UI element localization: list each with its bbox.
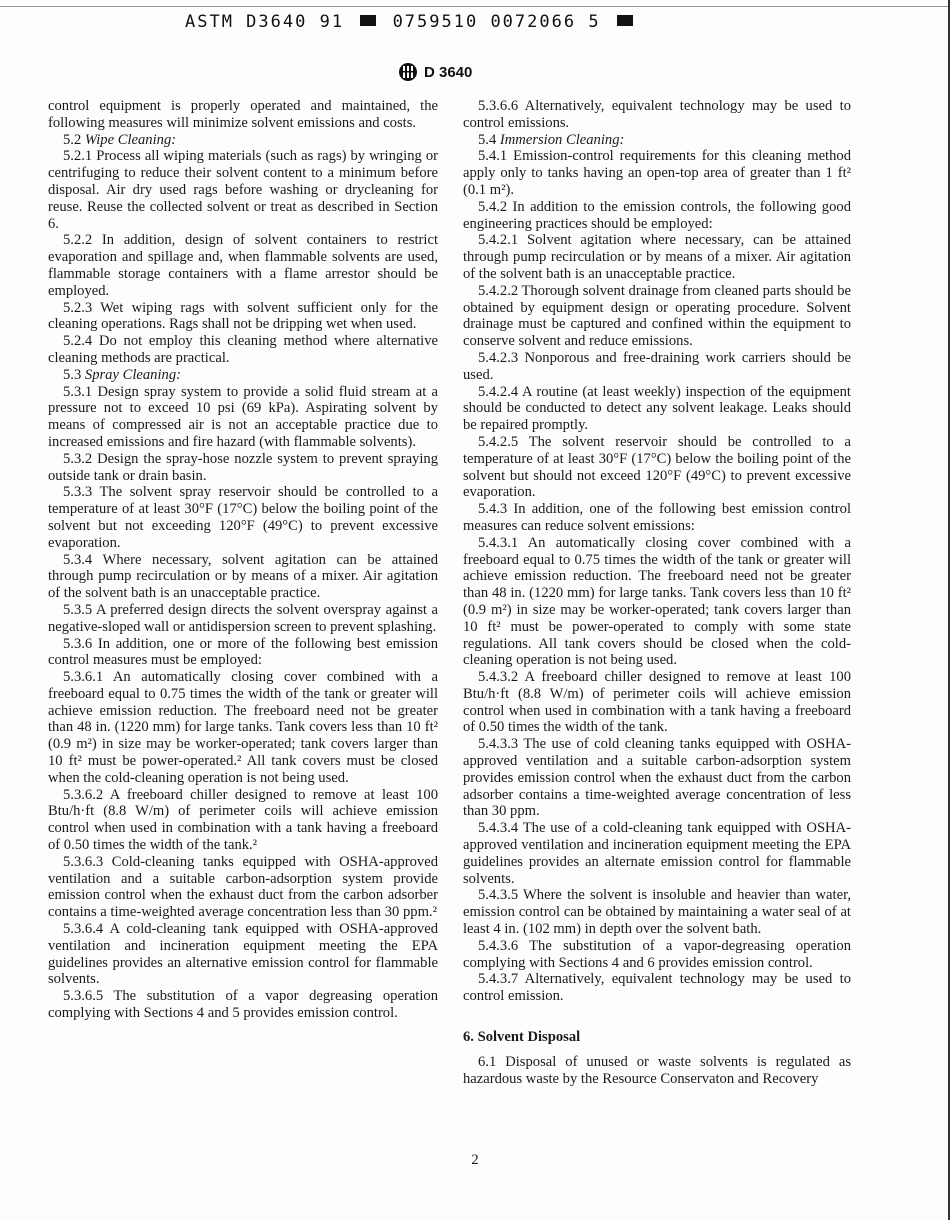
paragraph: 6.1 Disposal of unused or waste solvents is regulated as hazardous waste by the Resource Conservaton and Recovery <box>463 1053 851 1087</box>
paragraph: 5.3.6.1 An automatically closing cover combined with a freeboard equal to 0.75 times the width of the tank or greater will achieve emission reduction. The freeboard need not be greater than 48 in. (1220 mm) for large tanks. Tank covers less than 10 ft² (0.9 m²) in size may be worker-operated; tank covers larger than 10 ft² must be power-operated.² All tank covers must be closed when the cold-cleaning operation is not being used. <box>48 669 438 786</box>
section-heading: 6. Solvent Disposal <box>463 1029 581 1046</box>
header-code-part2: 0759510 0072066 5 <box>392 12 601 32</box>
paragraph: 5.3.6.4 A cold-cleaning tank equipped with OSHA-approved ventilation and incineration equipment meeting the EPA guidelines provides an alternative emission control for flammable solvents. <box>48 921 438 988</box>
paragraph: 5.3.5 A preferred design directs the solvent overspray against a negative-sloped wall or antidispersion screen to prevent splashing. <box>48 601 438 635</box>
subsection-title: Spray Cleaning: <box>84 366 181 383</box>
subsection-number: 5.2 <box>63 131 82 148</box>
left-text-column <box>48 98 438 1022</box>
paragraph: 5.3.6.5 The substitution of a vapor degreasing operation complying with Sections 4 and 5 provides emission control. <box>48 988 438 1022</box>
paragraph: 5.4.1 Emission-control requirements for this cleaning method apply only to tanks having an open-top area of greater than 1 ft² (0.1 m²). <box>463 148 851 198</box>
subsection-title: Immersion Cleaning: <box>499 131 625 148</box>
standard-designation: D 3640 <box>424 63 473 81</box>
black-block-mark <box>617 15 633 26</box>
subsection-heading <box>463 132 851 149</box>
astm-logo-icon <box>398 62 418 82</box>
paragraph: 5.3.6 In addition, one or more of the following best emission control measures must be employed: <box>48 635 438 669</box>
paragraph: 5.2.1 Process all wiping materials (such as rags) by wringing or centrifuging to reduce their solvent content to a minimum before disposal. Air dry used rags before washing or drycleaning for reuse. Reuse the collected solvent or treat as described in Section 6. <box>48 148 438 232</box>
paragraph: 5.4.3.4 The use of a cold-cleaning tank equipped with OSHA-approved ventilation and incineration equipment meeting the EPA guidelines provides an alternate emission control for flammable solvents. <box>463 820 851 887</box>
paragraph: 5.4.2.1 Solvent agitation where necessary, can be attained through pump recirculation or by means of a mixer. Air agitation of the solvent bath is an unacceptable practice. <box>463 232 851 282</box>
subsection-heading <box>48 367 438 384</box>
paragraph: 5.4.3 In addition, one of the following best emission control measures can reduce solvent emissions: <box>463 501 851 534</box>
header-code-part1: ASTM D3640 91 <box>185 12 345 32</box>
paragraph: 5.4.2 In addition to the emission controls, the following good engineering practices should be employed: <box>463 198 851 232</box>
paragraph: 5.4.2.3 Nonporous and free-draining work carriers should be used. <box>463 349 851 383</box>
paragraph: 5.4.3.5 Where the solvent is insoluble and heavier than water, emission control can be obtained by maintaining a water seal of at least 4 in. (102 mm) in depth over the solvent bath. <box>463 887 851 938</box>
subsection-title: Wipe Cleaning: <box>84 131 177 148</box>
subsection-number: 5.4 <box>478 131 497 148</box>
paragraph: 5.3.6.6 Alternatively, equivalent technology may be used to control emissions. <box>463 98 851 131</box>
paragraph: 5.3.4 Where necessary, solvent agitation can be attained through pump recirculation or by means of a mixer. Air agitation of the solvent bath is an unacceptable practice. <box>48 551 438 602</box>
paragraph: 5.2.4 Do not employ this cleaning method where alternative cleaning methods are practical. <box>48 333 438 366</box>
page-number: 2 <box>471 1152 479 1168</box>
paragraph: 5.2.2 In addition, design of solvent containers to restrict evaporation and spillage and, when flammable solvents are used, flammable storage containers with a flame arrestor should be employed. <box>48 232 438 299</box>
paragraph: 5.2.3 Wet wiping rags with solvent sufficient only for the cleaning operations. Rags shall not be dripping wet when used. <box>48 299 438 333</box>
paragraph: 5.4.3.2 A freeboard chiller designed to remove at least 100 Btu/h·ft (8.8 W/m) of perimeter coils will achieve emission control when used in combination with a tank having a freeboard of 0.50 times the width of the tank. <box>463 669 851 736</box>
subsection-heading <box>48 132 438 149</box>
paragraph: 5.4.3.1 An automatically closing cover combined with a freeboard equal to 0.75 times the width of the tank or greater will achieve emission reduction. The freeboard need not be greater than 48 in. (1220 mm) for large tanks. Tank covers less than 10 ft² (0.9 m²) in size may be worker-operated; tank covers larger than 10 ft² must be power-operated to comply with some state regulations. All tank covers should be closed when the cold-cleaning operation is not being used. <box>463 534 851 669</box>
paragraph: 5.4.2.4 A routine (at least weekly) inspection of the equipment should be conducted to detect any solvent leakage. Leaks should be repaired promptly. <box>463 383 851 434</box>
paragraph: 5.3.3 The solvent spray reservoir should be controlled to a temperature of at least 30°F (17°C) below the boiling point of the solvent but not exceeding 120°F (49°C) to prevent excessive evaporation. <box>48 484 438 551</box>
right-text-column <box>463 98 851 1087</box>
paragraph: 5.3.6.3 Cold-cleaning tanks equipped with OSHA-approved ventilation and a suitable carbon-adsorption system provide emission control when the exhaust duct from the carbon adsorber contains a time-weighted average concentration less than 30 ppm.² <box>48 853 438 921</box>
paragraph: 5.3.6.2 A freeboard chiller designed to remove at least 100 Btu/h·ft (8.8 W/m) of perimeter coils will achieve emission control when used in combination with a tank having a freeboard of 0.50 times the width of the tank.² <box>48 786 438 854</box>
top-rule <box>0 6 950 7</box>
black-block-mark <box>360 15 376 26</box>
paragraph: 5.4.2.5 The solvent reservoir should be controlled to a temperature of at least 30°F (17°C) below the boiling point of the solvent but should not exceed 120°F (49°C) to prevent excessive evaporation. <box>463 433 851 501</box>
paragraph: 5.3.2 Design the spray-hose nozzle system to prevent spraying outside tank or drain basin. <box>48 450 438 484</box>
paragraph: 5.4.3.3 The use of cold cleaning tanks equipped with OSHA-approved ventilation and a suitable carbon-adsorption system provides emission control when the exhaust duct from the carbon adsorber contains a time-weighted average concentration of less than 30 ppm. <box>463 736 851 820</box>
designation-header <box>398 61 472 83</box>
paragraph: 5.4.3.6 The substitution of a vapor-degreasing operation complying with Sections 4 and 6 provides emission control. <box>463 937 851 971</box>
paragraph: 5.3.1 Design spray system to provide a solid fluid stream at a pressure not to exceed 10 psi (69 kPa). Aspirating solvent by means of compressed air is not an acceptable practice due to increased emissions and fire hazard (with flammable solvents). <box>48 383 438 450</box>
document-code-header <box>185 12 645 32</box>
subsection-number: 5.3 <box>63 366 82 383</box>
paragraph: 5.4.3.7 Alternatively, equivalent technology may be used to control emission. <box>463 971 851 1005</box>
paragraph: 5.4.2.2 Thorough solvent drainage from cleaned parts should be obtained by equipment design or operating procedure. Solvent drainage must be captured and confined within the equipment to conserve solvent and reduce emissions. <box>463 282 851 350</box>
continued-paragraph: control equipment is properly operated and maintained, the following measures will minimize solvent emissions and costs. <box>48 98 438 131</box>
